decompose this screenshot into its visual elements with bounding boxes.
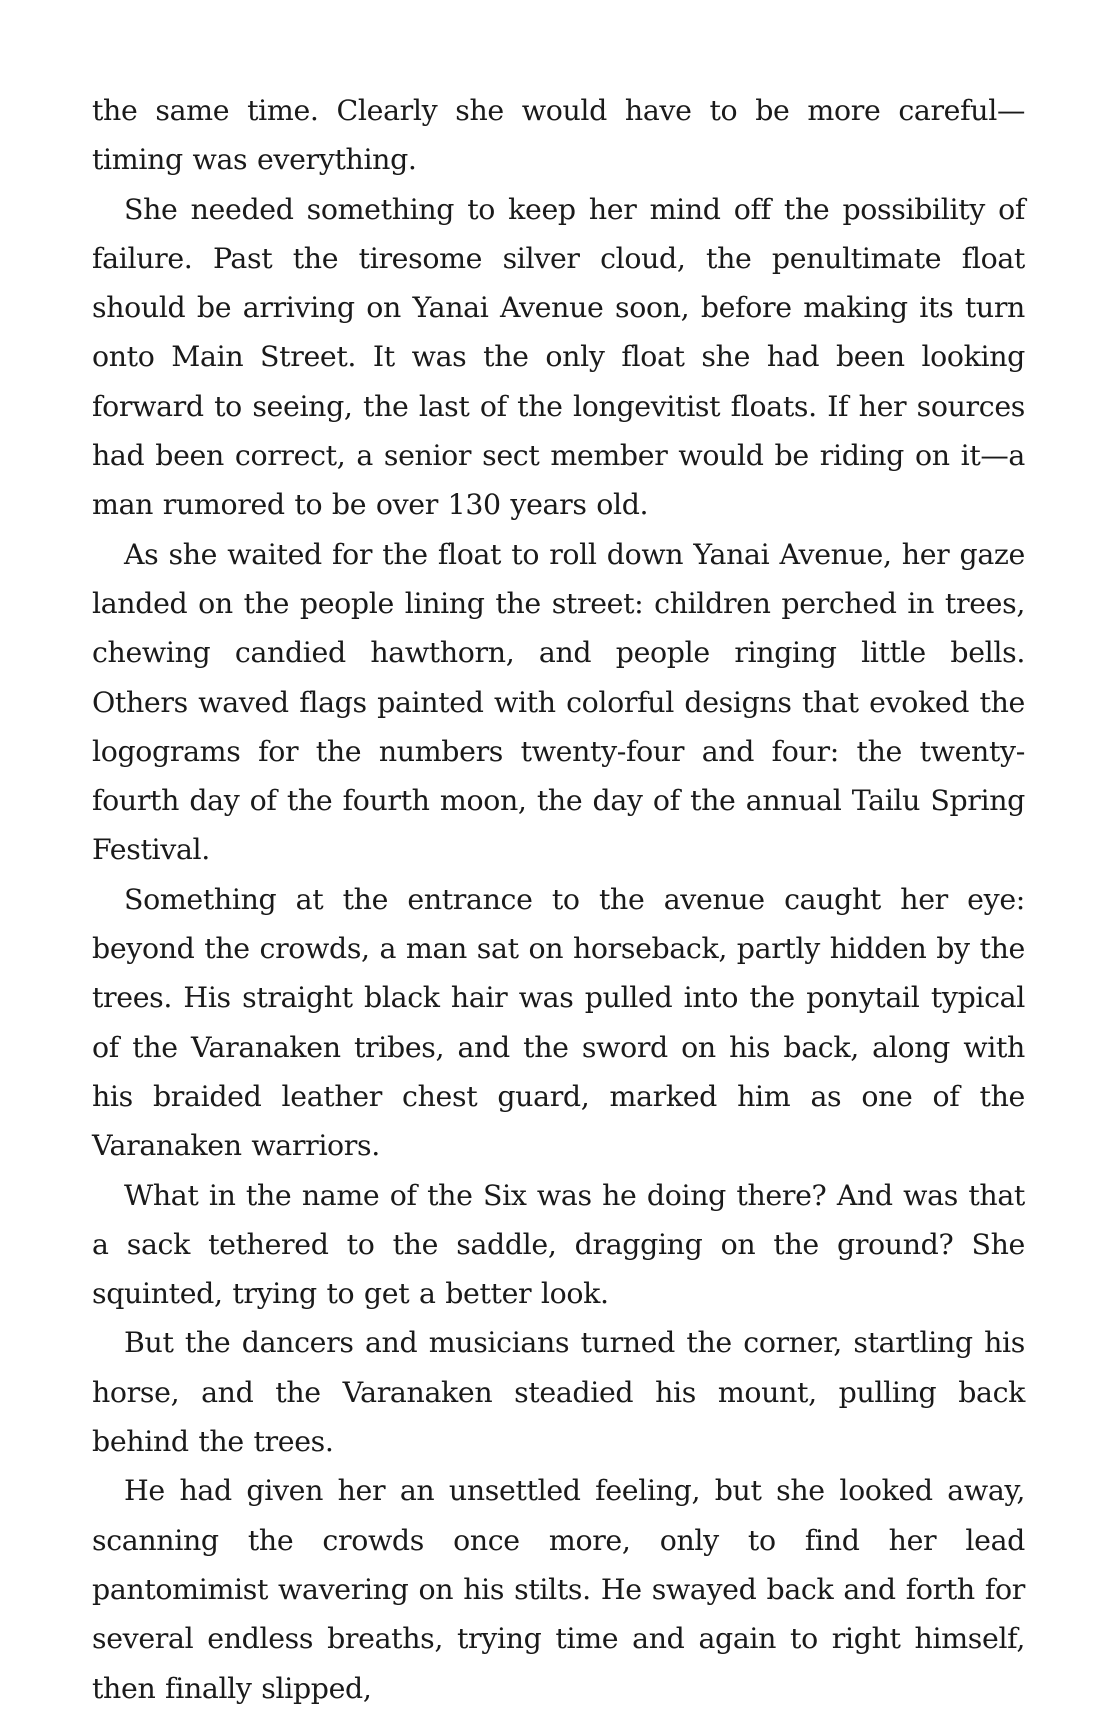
paragraph: He had given her an unsettled feeling, but she looked away, scanning the crowds once more, only to find her lead pantomimist wavering on his stilts. He swayed back and forth for several endless breaths, trying time and again to right himself, then finally slipped, bbox=[92, 1474, 1025, 1705]
book-page bbox=[92, 86, 1025, 1705]
paragraph: the same time. Clearly she would have to be more careful—timing was everything. bbox=[92, 94, 1025, 177]
paragraph: What in the name of the Six was he doing there? And was that a sack tethered to the saddle, dragging on the ground? She squinted, trying to get a better look. bbox=[92, 1178, 1025, 1311]
paragraph: Something at the entrance to the avenue caught her eye: beyond the crowds, a man sat on horseback, partly hidden by the trees. His straight black hair was pulled into the ponytail typical of the Varanaken tribes, and the sword on his back, along with his braided leather chest guard, marked him as one of the Varanaken warriors. bbox=[92, 882, 1025, 1163]
paragraph: She needed something to keep her mind off the possibility of failure. Past the tiresome silver cloud, the penultimate float should be arriving on Yanai Avenue soon, before making its turn onto Main Street. It was the only float she had been looking forward to seeing, the last of the longevitist floats. If her sources had been correct, a senior sect member would be riding on it—a man rumored to be over 130 years old. bbox=[92, 192, 1025, 522]
paragraph: But the dancers and musicians turned the corner, startling his horse, and the Varanaken steadied his mount, pulling back behind the trees. bbox=[92, 1326, 1025, 1459]
paragraph: As she waited for the float to roll down Yanai Avenue, her gaze landed on the people lining the street: children perched in trees, chewing candied hawthorn, and people ringing little bells. Others waved flags painted with colorful designs that evoked the logograms for the numbers twenty-four and four: the twenty-fourth day of the fourth moon, the day of the annual Tailu Spring Festival. bbox=[92, 537, 1025, 867]
